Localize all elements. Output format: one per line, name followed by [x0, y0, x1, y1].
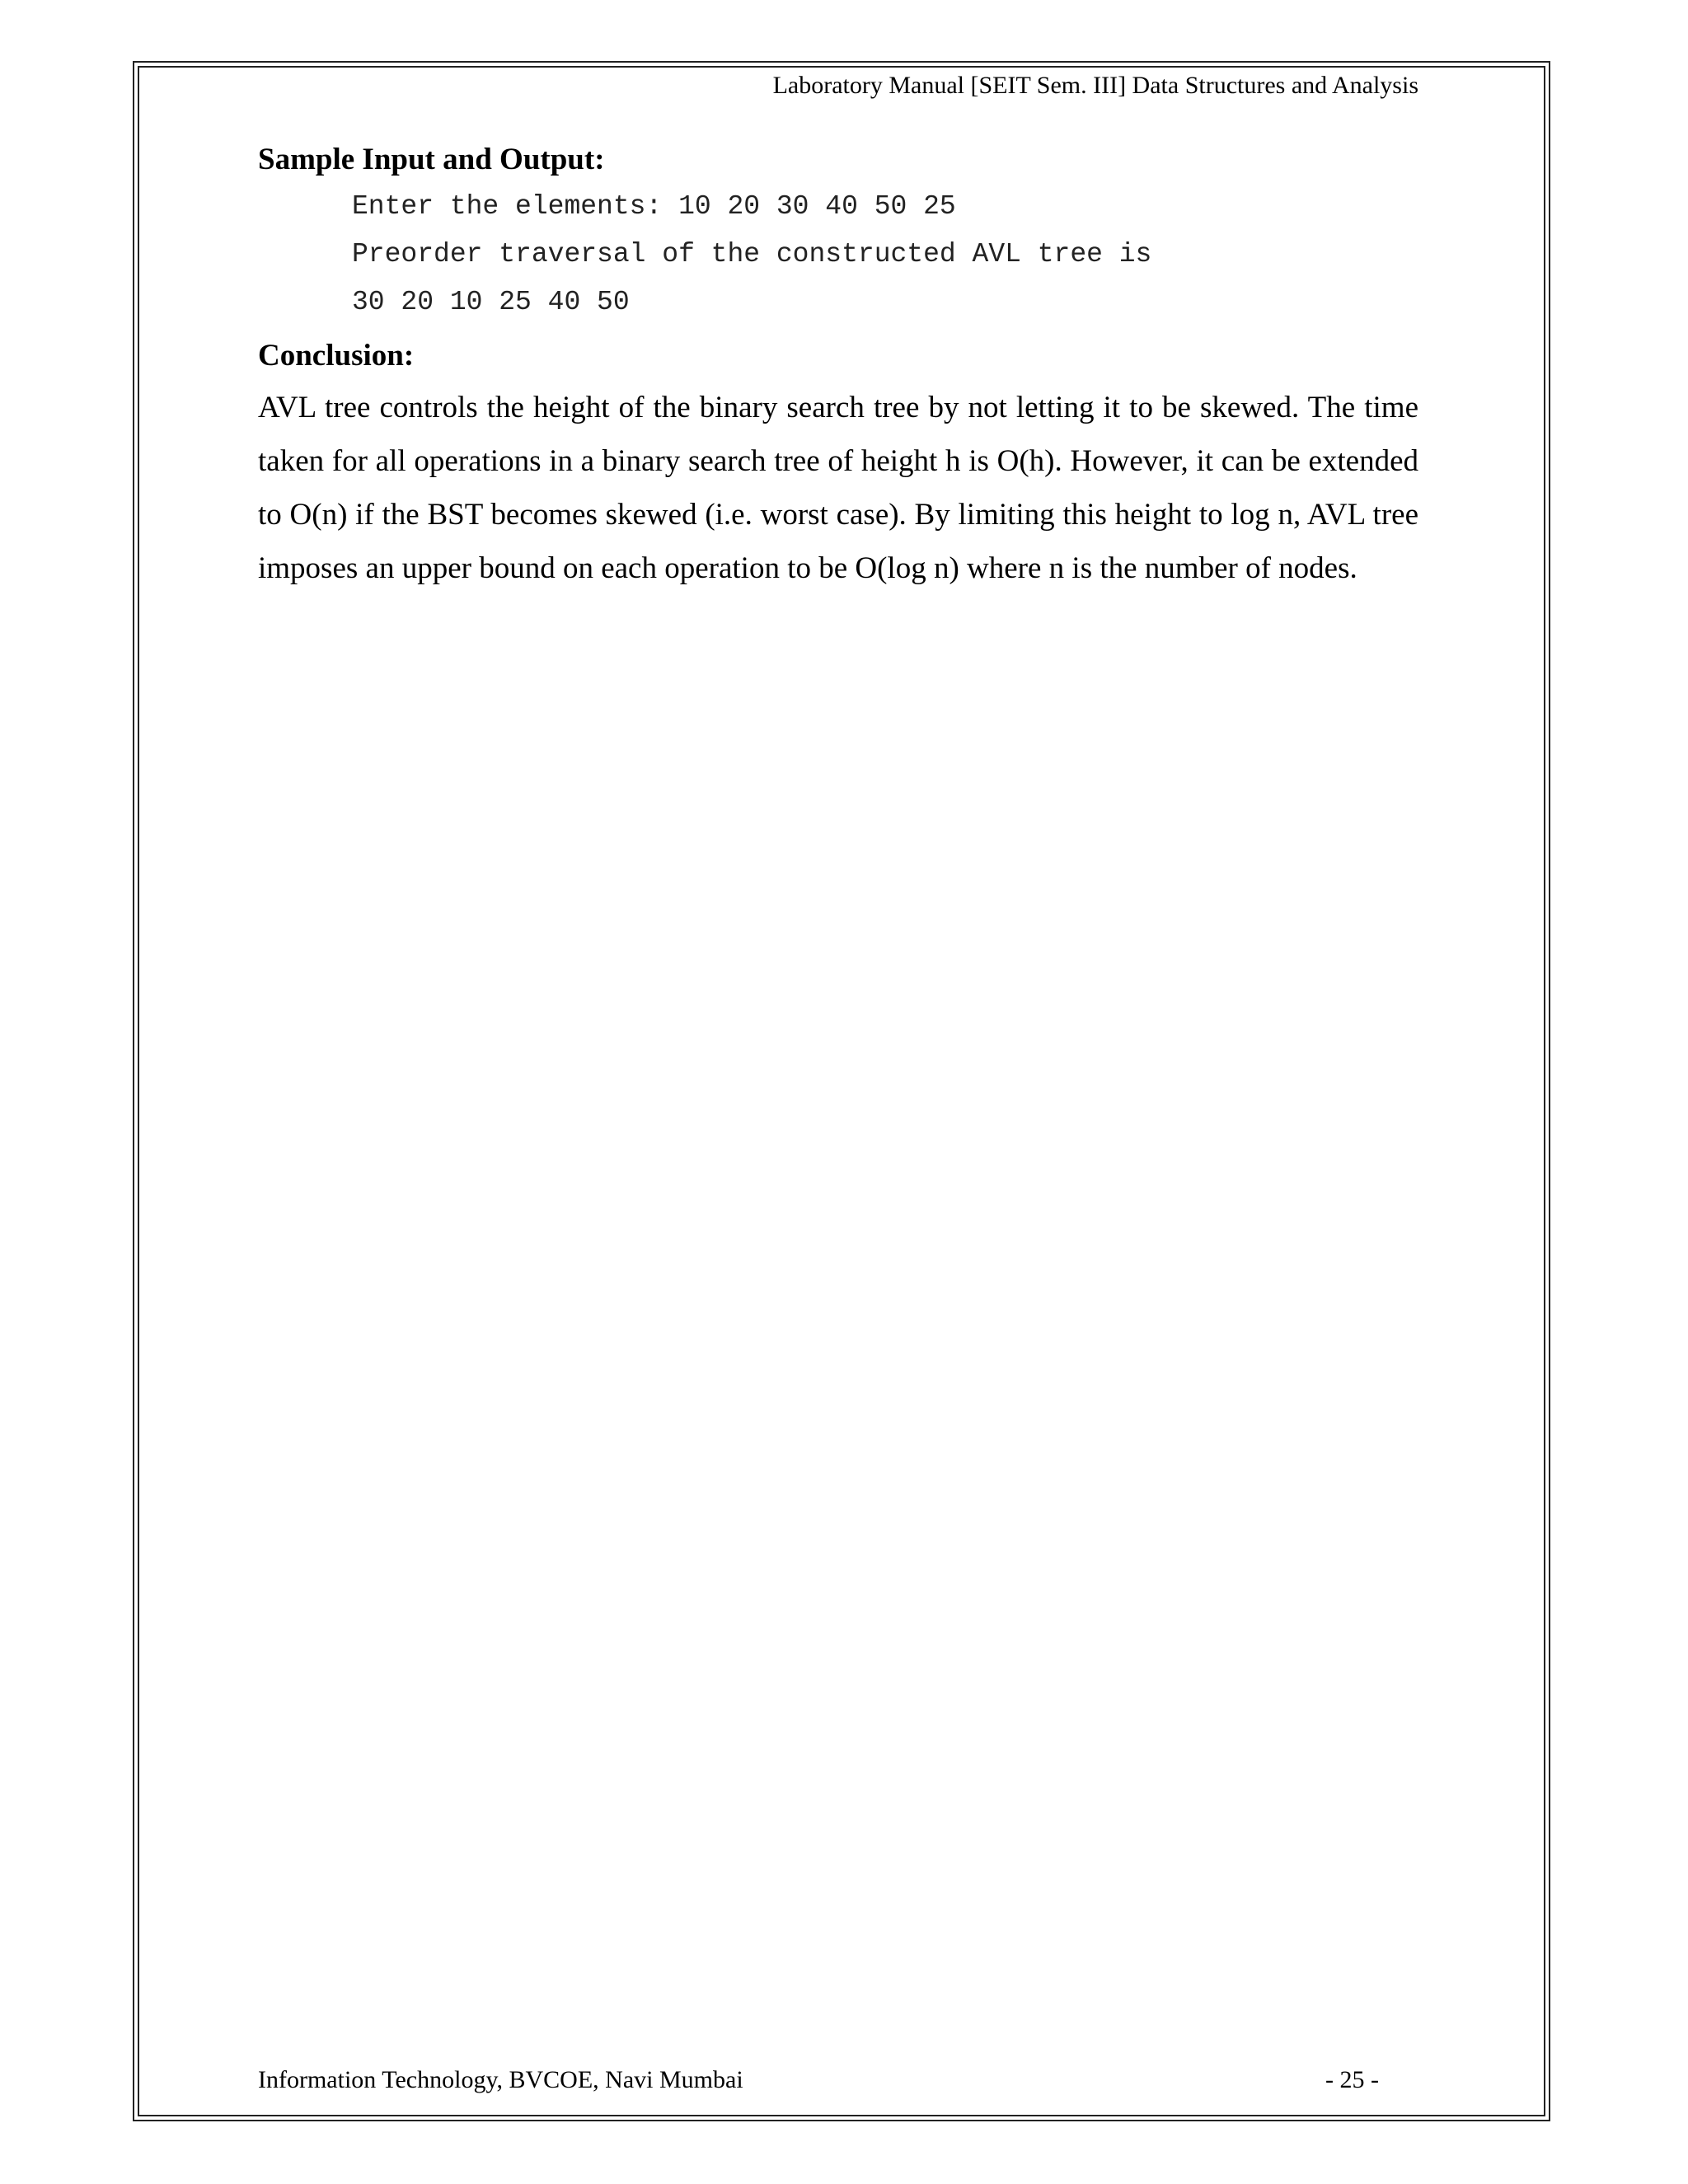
code-line-preorder-output: 30 20 10 25 40 50	[352, 287, 630, 317]
footer-institution: Information Technology, BVCOE, Navi Mumbai	[258, 2066, 743, 2093]
sample-io-code-block	[258, 183, 1418, 326]
sample-io-heading: Sample Input and Output:	[258, 143, 605, 176]
page-content	[258, 137, 1418, 595]
footer-page-number: - 25 -	[1325, 2066, 1379, 2093]
conclusion-heading: Conclusion:	[258, 339, 415, 373]
conclusion-paragraph: AVL tree controls the height of the binary search tree by not letting it to be skewed. The time taken for all operations in a binary search tree of height h is O(h). However, it can be extended to O(n) if the BST becomes skewed (i.e. worst case). By limiting this height to log n, AVL tree imposes an upper bound on each operation to be O(log n) where n is the number of nodes.	[258, 391, 1418, 585]
code-line-preorder-label: Preorder traversal of the constructed AVL tree is	[352, 239, 1152, 269]
running-header: Laboratory Manual [SEIT Sem. III] Data Structures and Analysis	[772, 72, 1418, 99]
code-line-input: Enter the elements: 10 20 30 40 50 25	[352, 191, 956, 222]
running-footer	[258, 2064, 1379, 2097]
